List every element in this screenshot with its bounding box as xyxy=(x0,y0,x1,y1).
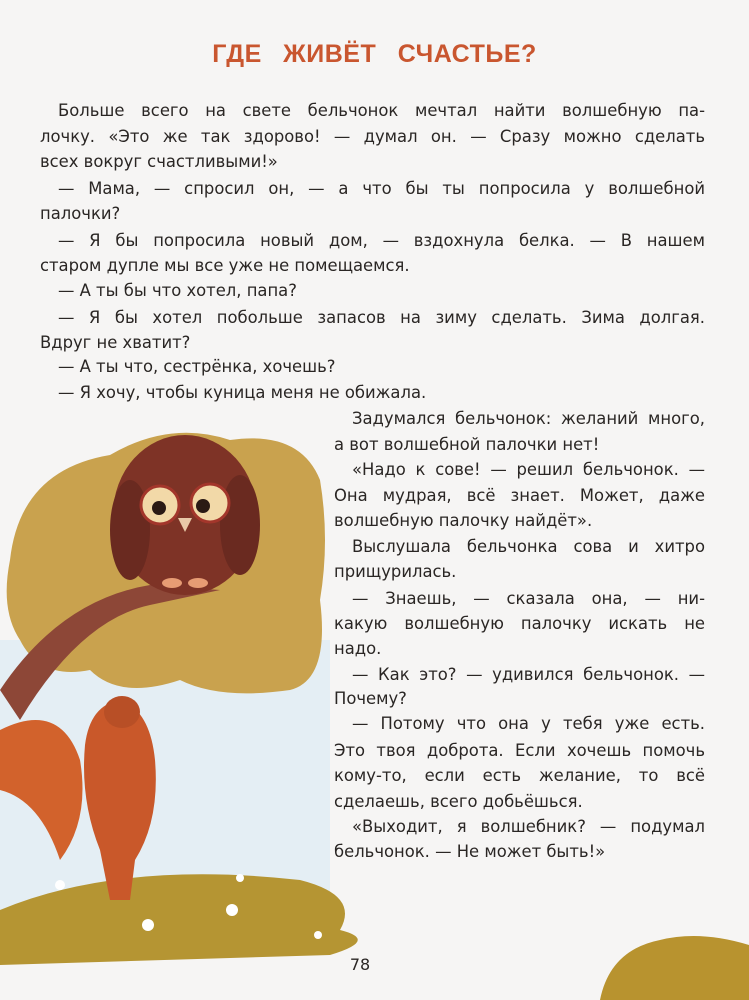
text-line: Вдруг не хватит? xyxy=(40,333,191,352)
text-line: «Надо к сове! — решил бельчонок. — xyxy=(352,460,705,479)
text-line: Задумался бельчонок: желаний много, xyxy=(352,409,705,428)
text-line: — Как это? — удивился бельчонок. — xyxy=(352,665,705,684)
text-line: всех вокруг счастливыми!» xyxy=(40,152,278,171)
text-line: а вот волшебной палочки нет! xyxy=(334,435,600,454)
text-line: — А ты бы что хотел, папа? xyxy=(58,281,297,300)
text-line: палочки? xyxy=(40,204,121,223)
text-line: лочку. «Это же так здорово! — думал он. — Сразу можно сделать xyxy=(40,127,705,146)
text-line: какую волшебную палочку искать не xyxy=(334,614,705,633)
illustration xyxy=(0,400,749,1000)
bush-right xyxy=(600,936,749,1000)
text-line: — Я хочу, чтобы куница меня не обижала. xyxy=(58,383,427,402)
text-line: — Я бы попросила новый дом, — вздохнула белка. — В нашем xyxy=(58,231,705,250)
page-title: ГДЕ ЖИВЁТ СЧАСТЬЕ? xyxy=(212,40,537,68)
text-line: Почему? xyxy=(334,689,407,708)
text-line: «Выходит, я волшебник? — подумал xyxy=(352,817,705,836)
text-line: Она мудрая, всё знает. Может, даже xyxy=(334,486,705,505)
text-line: Больше всего на свете бельчонок мечтал найти волшебную па- xyxy=(58,101,705,120)
text-line: старом дупле мы все уже не помещаемся. xyxy=(40,256,410,275)
page-number: 78 xyxy=(349,955,371,974)
text-line: Это твоя доброта. Если хочешь помочь xyxy=(334,741,705,760)
text-line: бельчонок. — Не может быть!» xyxy=(334,842,606,861)
text-line: — Потому что она у тебя уже есть. xyxy=(352,714,705,733)
text-line: — А ты что, сестрёнка, хочешь? xyxy=(58,357,336,376)
text-line: волшебную палочку найдёт». xyxy=(334,511,593,530)
text-line: прищурилась. xyxy=(334,562,457,581)
text-line: сделаешь, всего добьёшься. xyxy=(334,792,583,811)
text-line: — Я бы хотел побольше запасов на зиму сделать. Зима долгая. xyxy=(58,308,705,327)
text-line: кому-то, если есть желание, то всё xyxy=(334,766,705,785)
text-line: Выслушала бельчонка сова и хитро xyxy=(352,537,705,556)
text-line: — Мама, — спросил он, — а что бы ты попросила у волшебной xyxy=(58,179,705,198)
text-line: — Знаешь, — сказала она, — ни- xyxy=(352,589,705,608)
text-line: надо. xyxy=(334,639,382,658)
